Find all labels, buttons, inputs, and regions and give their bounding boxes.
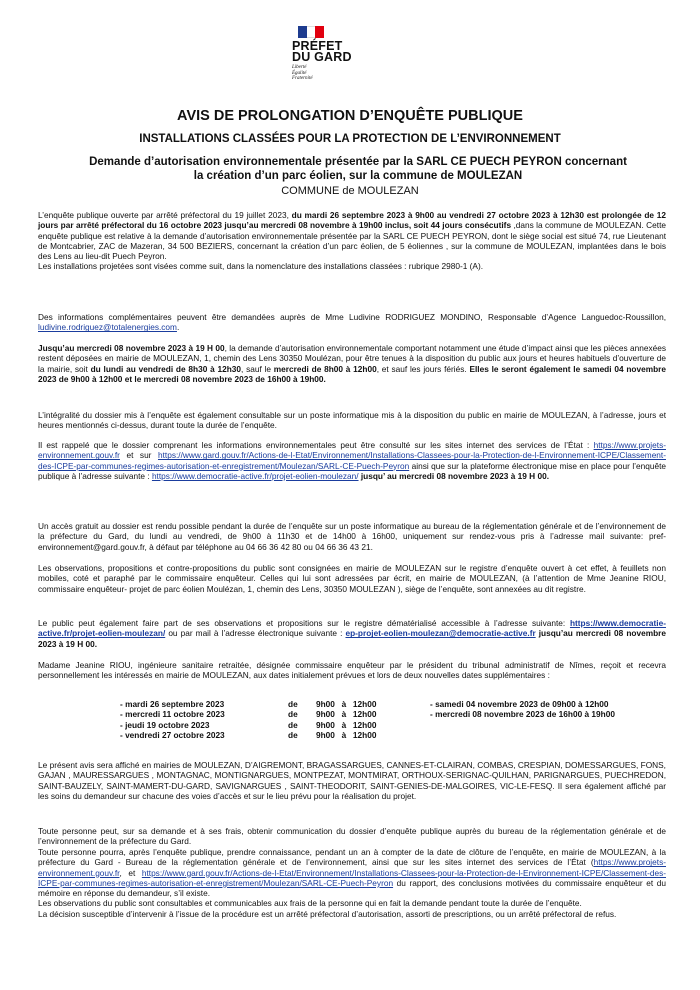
permanence-row (120, 730, 423, 740)
paragraph-communication (38, 826, 666, 847)
commune-heading: COMMUNE de MOULEZAN (281, 185, 419, 197)
projets-environnement-link[interactable]: https://www.projets-environnement.gouv.fr (38, 440, 666, 461)
p5-deadline: jusqu’ au mercredi 08 novembre 2023 à 19 H 00. (358, 470, 549, 481)
prefet-line1: PRÉFET (292, 39, 343, 53)
p10-text: Le présent avis sera affiché en mairies de MOULEZAN, D’AIGREMONT, BRAGASSARGUES, CANNES-ET-CLAIRAN, COMBAS, CRESPIAN, DOMESSARGUES, FONS, GAJAN , MAURESSARGUES , MONTAGNAC, MONTIGNARGUES, MONTPEZAT, MONTMIRAT, ORTHOUX-SERIGNAC-QUILHAN, PARIGNARGUES, PUECHREDON, SAINT-BAUZELY, SAINT-MAMERT-DU-GARD, SAVIGNARGUES , SAINT-THEODORIT, SAINT-GENIES-DE-MALGOIRES, VIC-LE-FESQ. Il sera également affiché par les soins du demandeur sur chacune des voies d’accès et sur le lieu prévu pour la réalisation du projet. (38, 760, 666, 801)
p12-text-c: du rapport, des conclusions motivées du commissaire enquêteur et du mémoire en réponse du demandeur, s’il existe. (38, 877, 666, 899)
p1-rubrique: Les installations projetées sont visées comme suit, dans la nomenclature des installations classées : rubrique 2980-1 (A). (38, 261, 484, 272)
end-time: 12h00 (352, 729, 377, 740)
motto-fraternite: Fraternité (292, 76, 313, 81)
permanence-extra: - mercredi 08 novembre 2023 de 16h00 à 19h00 (430, 709, 615, 720)
p7-text: Les observations, propositions et contre-propositions du public sont consignées en mairie de MOULEZAN sur le registre d’enquête ouvert à cet effet, à feuillets non mobiles, coté et paraphé par le commissaire enquêteur. Celles qui lui sont adressées par écrit, en mairie de MOULEZAN, (à l’attention de Mme Jeanine RIOU, commissaire enquêteur- projet de parc éolien Moulézan, 1, chemin des Lens, 30350 MOULEZAN ), siège de l’enquête, sont annexées au dit registre. (38, 563, 666, 594)
marianne-flag-icon (298, 26, 324, 38)
p3-wednesday: mercredi de 8h00 à 12h00 (273, 363, 377, 374)
p9-text: Madame Jeanine RIOU, ingénieure sanitaire retraitée, désignée commissaire enquêteur par le président du tribunal administratif de Nîmes, reçoit et recevra personnellement les intéressés en mairie de MOULEZAN, aux dates initialement prévues et lors de deux nouvelles dates supplémentaires : (38, 660, 666, 681)
start-time: 9h00 (316, 719, 335, 730)
permanence-day: - mardi 26 septembre 2023 (120, 699, 225, 709)
p8-text-b: ou par mail à l’adresse électronique suivante : (165, 628, 346, 639)
prefet-label (292, 41, 392, 63)
republic-motto (292, 65, 392, 82)
paragraph-display (38, 760, 666, 801)
p11-text: Toute personne peut, sur sa demande et à ses frais, obtenir communication du dossier d’enquête publique auprès du bureau de la réglementation générale et de l’environnement de la préfecture du Gard. (38, 826, 666, 847)
p3-text-d: , sauf le (241, 363, 274, 374)
p5-text-c: ainsi que sur la plateforme électronique mise en place pour l’enquête publique à l’adresse suivante : (38, 460, 666, 481)
gard-gouv-link[interactable]: https://www.gard.gouv.fr/Actions-de-l-Etat/Environnement/Installations-Classees-pour-la-Protection-de-l-Environnement-ICPE/Classement-des-ICPE-par-communes-regimes-autorisation-et-enregistrement/Moulezan/SARL-CE-Puech-Peyron (38, 450, 666, 471)
de-word: de (288, 699, 298, 709)
register-link[interactable]: https://www.democratie-active.fr/projet-eolien-moulezan/ (38, 618, 666, 639)
permanence-row (120, 720, 423, 730)
p3-deadline: Jusqu’au mercredi 08 novembre 2023 à 19 H 00 (38, 343, 225, 353)
paragraph-computer-access (38, 410, 666, 431)
paragraph-deposit (38, 343, 666, 384)
notice-category: INSTALLATIONS CLASSÉES POUR LA PROTECTION DE L’ENVIRONNEMENT (139, 133, 561, 145)
p1-text-a: L’enquête publique ouverte par arrêté préfectoral du 19 juillet 2023, (38, 210, 292, 220)
p4-text: L’intégralité du dossier mis à l’enquête est également consultable sur un poste informatique mis à la disposition du public en mairie de MOULEZAN, à l’adresse, jours et heures mentionnés ci-dessus, durant toute la durée de l’enquête. (38, 410, 666, 431)
p3-text-f: , et sauf les jours fériés. (376, 363, 470, 374)
p14-text: La décision susceptible d’intervenir à l’issue de la procédure est un arrêté préfectoral d’autorisation, assorti de prescriptions, ou un arrêté préfectoral de refus. (38, 908, 617, 919)
p2-text: Des informations complémentaires peuvent être demandées auprès de Mme Ludivine RODRIGUEZ MONDINO, Responsable d’Agence Languedoc-Roussillon, (38, 312, 666, 322)
permanence-day: - vendredi 27 octobre 2023 (120, 729, 225, 740)
request-heading (40, 155, 676, 183)
end-time: 12h00 (352, 709, 377, 720)
contact-email-link[interactable]: ludivine.rodriguez@totalenergies.com (38, 322, 177, 333)
p5-text-a: Il est rappelé que le dossier comprenant les informations environnementales peut être consulté sur les sites internet des services de l’État : (38, 440, 594, 450)
p12-text-a: Toute personne pourra, après l’enquête publique, prendre connaissance, pendant un an à compter de la date de clôture de l’enquête, en mairie de MOULEZAN, à la préfecture du Gard - Bureau de la réglementation générale et de l’environnement, ainsi que sur les sites internet des services de l’État ( (38, 847, 666, 868)
request-line2: la création d’un parc éolien, sur la commune de MOULEZAN (193, 170, 523, 182)
permanence-extra: - samedi 04 novembre 2023 de 09h00 à 12h00 (430, 699, 609, 709)
permanence-row (120, 709, 423, 719)
end-time: 12h00 (352, 719, 377, 730)
start-time: 9h00 (316, 709, 335, 720)
p1-dates: du mardi 26 septembre 2023 à 9h00 au vendredi 27 octobre 2023 à 12h30 est prolongée de 12 jours par arrêté préfectoral du 16 octobre 2023 jusqu’au mercredi 08 novembre à 19h00 inclus, soit 44 jours consécutifs (38, 210, 666, 231)
p2-end: . (176, 322, 180, 333)
p1-text-c: ,dans la commune de MOULEZAN. Cette enquête publique est relative à la demande d’autorisation environnementale présentée par la SARL CE PUECH PEYRON, dont le siège social est situé 74, rue Lieutenant de Montcabrier, ZAC de Mazeran, 34 500 BEZIERS, concernant la création d’un parc éolien, de 5 éoliennes , sur la commune de MOULEZAN, implantées dans le bois des Lens au lieu-dit Puech Peyron. (38, 220, 667, 262)
paragraph-online-register (38, 618, 666, 649)
de-word: de (288, 709, 298, 720)
a-word: à (341, 729, 347, 740)
p6-text: Un accès gratuit au dossier est rendu possible pendant la durée de l’enquête sur un poste informatique au bureau de la réglementation générale et de l’environnement de la préfecture du Gard, du lundi au vendredi, de 9h00 à 11h30 et de 14h00 à 16h00, uniquement sur rendez-vous pris à l’adresse mail suivante: pref-environnement@gard.gouv.fr, à défaut par téléphone au 04 66 36 42 80 ou 04 66 36 43 21. (38, 521, 666, 552)
permanence-day: - jeudi 19 octobre 2023 (120, 719, 210, 730)
paragraph-after-inquiry (38, 847, 666, 919)
paragraph-opening (38, 210, 666, 272)
paragraph-websites (38, 440, 666, 481)
start-time: 9h00 (316, 729, 335, 740)
a-word: à (341, 709, 347, 720)
permanences-left (120, 699, 423, 740)
prefecture-logo (292, 26, 392, 82)
p8-deadline: jusqu’au mercredi 08 novembre 2023 à 19 H 00. (38, 628, 666, 649)
p13-text: Les observations du public sont consultables et communicables aux frais de la personne qui en fait la demande pendant toute la durée de l’enquête. (38, 898, 582, 909)
projets-environnement-link-2[interactable]: https://www.projets-environnement.gouv.fr (38, 857, 666, 878)
p8-text-a: Le public peut également faire part de ses observations et propositions sur le registre dématérialisé accessible à l’adresse suivante: (38, 618, 570, 628)
p3-text-b: , la demande d’autorisation environnementale comportant notamment une étude d’impact ainsi que les pièces annexées restent déposées en mairie de MOULEZAN, 1, chemin des Lens 30350 Moulézan, pour être tenues à la disposition du public aux jours et heures habituels d’ouverture de la mairie, soit (38, 343, 666, 374)
end-time: 12h00 (352, 699, 377, 709)
p5-text-b: et sur (119, 450, 158, 461)
prefet-line2: DU GARD (292, 50, 352, 64)
gard-gouv-link-2[interactable]: https://www.gard.gouv.fr/Actions-de-l-Etat/Environnement/Installations-Classees-pour-la-Protection-de-l-Environnement-ICPE/Classement-des-ICPE-par-communes-regimes-autorisation-et-enregistrement/Moulezan/SARL-CE-Puech-Peyron (38, 867, 666, 888)
permanences-right (430, 699, 615, 720)
start-time: 9h00 (316, 699, 335, 709)
paragraph-commissioner (38, 660, 666, 681)
de-word: de (288, 729, 298, 740)
notice-title: AVIS DE PROLONGATION D’ENQUÊTE PUBLIQUE (177, 108, 523, 124)
a-word: à (341, 699, 347, 709)
p3-hours: du lundi au vendredi de 8h30 à 12h30 (90, 363, 242, 374)
register-email-link[interactable]: ep-projet-eolien-moulezan@democratie-active.fr (345, 628, 536, 639)
motto-liberte: Liberté (292, 65, 307, 70)
democratie-active-link[interactable]: https://www.democratie-active.fr/projet-eolien-moulezan/ (151, 470, 359, 481)
a-word: à (341, 719, 347, 730)
permanence-row (120, 699, 423, 709)
p3-extra-dates: Elles le seront également le samedi 04 novembre 2023 de 9h00 à 12h00 et le mercredi 08 novembre 2023 de 16h00 à 19h00. (38, 363, 666, 384)
request-line1: Demande d’autorisation environnementale présentée par la SARL CE PUECH PEYRON concernant (89, 156, 627, 168)
permanence-day: - mercredi 11 octobre 2023 (120, 709, 225, 720)
de-word: de (288, 719, 298, 730)
p12-text-b: , et (119, 867, 142, 878)
paragraph-free-access (38, 521, 666, 552)
paragraph-contact (38, 312, 666, 333)
paragraph-observations (38, 563, 666, 594)
motto-egalite: Égalité (292, 70, 307, 76)
